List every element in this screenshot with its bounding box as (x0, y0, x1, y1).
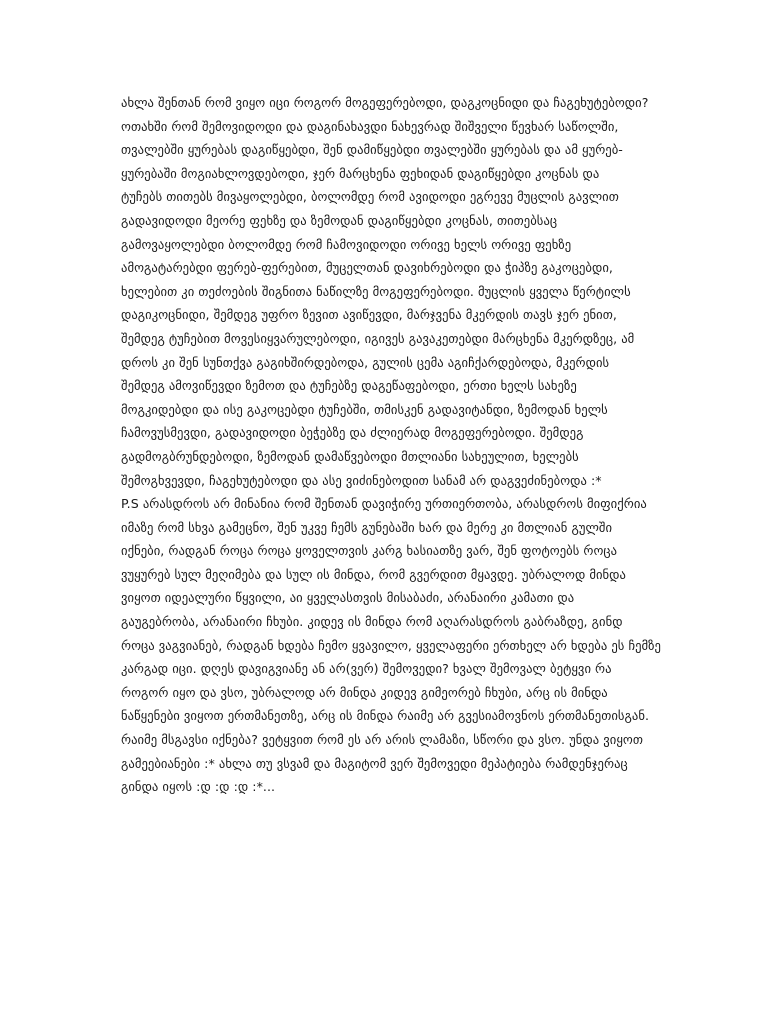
text-line: შემდეგ ამოვიწევდი ზემოთ და ტუჩებზე დაგეწაფებოდი, ერთი ხელს სახეზე (121, 378, 577, 394)
text-line: კარგად იცი. დღეს დავიგვიანე ან არ(ვერ) შემოვედი? ხვალ შემოვალ ბეტყვი რა (121, 661, 612, 677)
text-line: გამოვაყოლებდი ბოლომდე რომ ჩამოვიდოდი ორივე ხელს ორივე ფეხზე (121, 236, 572, 252)
text-line: შემდეგ ტუჩებით მოვესიყვარულებოდი, იგივეს გავაკეთებდი მარცხენა მკერდზეც, ამ (121, 330, 635, 346)
text-line: რაიმე მსგავსი იქნება? ვეტყვით რომ ეს არ არის ლამაზი, სწორი და ვსო. უნდა ვიყოთ (121, 732, 643, 748)
text-line: თვალებში ყურებას დაგიწყებდი, შენ დამიწყებდი თვალებში ყურებას და ამ ყურებ- (121, 142, 623, 158)
text-line: გადავიდოდი მეორე ფეხზე და ზემოდან დაგიწყებდი კოცნას, თითებსაც (121, 212, 558, 228)
text-line: იმაზე რომ სხვა გამეცნო, შენ უკვე ჩემს გუნებაში ხარ და მერე კი მთლიან გულში (121, 519, 613, 535)
text-line: ვიყოთ იდეალური წყვილი, აი ყველასთვის მისაბაძი, არანაირი კამათი და (121, 590, 575, 606)
text-line: დროს კი შენ სუნთქვა გაგიხშირდებოდა, გულის ცემა აგიჩქარდებოდა, მკერდის (121, 354, 610, 370)
text-line: P.S არასდროს არ მინანია რომ შენთან დავიჭირე ურთიერთობა, არასდროს მიფიქრია (121, 496, 647, 512)
text-line: ამოგატარებდი ფერებ-ფერებით, მუცელთან დავიხრებოდი და ჭიპზე გაკოცებდი, (121, 260, 613, 276)
text-line: ტუჩებს თითებს მივაყოლებდი, ბოლომდე რომ ავიდოდი ეგრევე მუცლის გავლით (121, 189, 619, 205)
text-line: დაგიკოცნიდი, შემდეგ უფრო ზევით ავიწევდი, მარჯვენა მკერდის თავს ჯერ ენით, (121, 307, 617, 323)
text-line: ყურებაში მოგიახლოვდებოდი, ჯერ მარცხენა ფეხიდან დაგიწყებდი კოცნას და (121, 165, 600, 181)
text-line: ჩამოვუსმევდი, გადავიდოდი ბეჭებზე და ძლიერად მოგეფერებოდი. შემდეგ (121, 425, 584, 441)
text-line: გინდა იყოს :დ :დ :დ :*... (121, 779, 276, 795)
text-line: ნაწყენები ვიყოთ ერთმანეთზე, არც ის მინდა რაიმე არ გვესიამოვნოს ერთმანეთისგან. (121, 708, 650, 724)
text-line: გამეებიანები :* ახლა თუ ვსვამ და მაგიტომ ვერ შემოვედი მეპატიება რამდენჯერაც (121, 755, 628, 771)
text-line: ვუყურებ სულ მეღიმება და სულ ის მინდა, რომ გვერდით მყავდე. უბრალოდ მინდა (121, 566, 626, 582)
text-line: როგორ იყო და ვსო, უბრალოდ არ მინდა კიდევ გიმეორებ ჩხუბი, არც ის მინდა (121, 684, 608, 700)
text-line: გადმოგბრუნდებოდი, ზემოდან დამაწვებოდი მთლიანი სახეულით, ხელებს (121, 448, 579, 464)
text-line: მოგკიდებდი და ისე გაკოცებდი ტუჩებში, თმისკენ გადავიტანდი, ზემოდან ხელს (121, 401, 608, 417)
letter-text (121, 91, 661, 799)
text-line: როცა ვაგვიანებ, რადგან ხდება ჩემო ყვავილო, ყველაფერი ერთხელ არ ხდება ეს ჩემზე (121, 637, 661, 653)
text-line: ახლა შენთან რომ ვიყო იცი როგორ მოგეფერებოდი, დაგკოცნიდი და ჩაგეხუტებოდი? (121, 95, 649, 110)
text-line: იქნები, რადგან როცა როცა ყოველთვის კარგ ხასიათზე ვარ, შენ ფოტოებს როცა (121, 543, 618, 559)
text-line: ოთახში რომ შემოვიდოდი და დაგინახავდი ნახევრად შიშველი წევხარ საწოლში, (121, 118, 619, 134)
text-line: შემოგხვევდი, ჩაგეხუტებოდი და ასე ვიძინებოდით სანამ არ დაგვეძინებოდა :* (121, 472, 602, 488)
text-line: ხელებით კი თეძოების შიგნითა ნაწილზე მოგეფერებოდი. მუცლის ყველა წერტილს (121, 283, 631, 299)
text-line: გაუგებრობა, არანაირი ჩხუბი. კიდევ ის მინდა რომ აღარასდროს გაბრაზდე, გინდ (121, 614, 623, 630)
